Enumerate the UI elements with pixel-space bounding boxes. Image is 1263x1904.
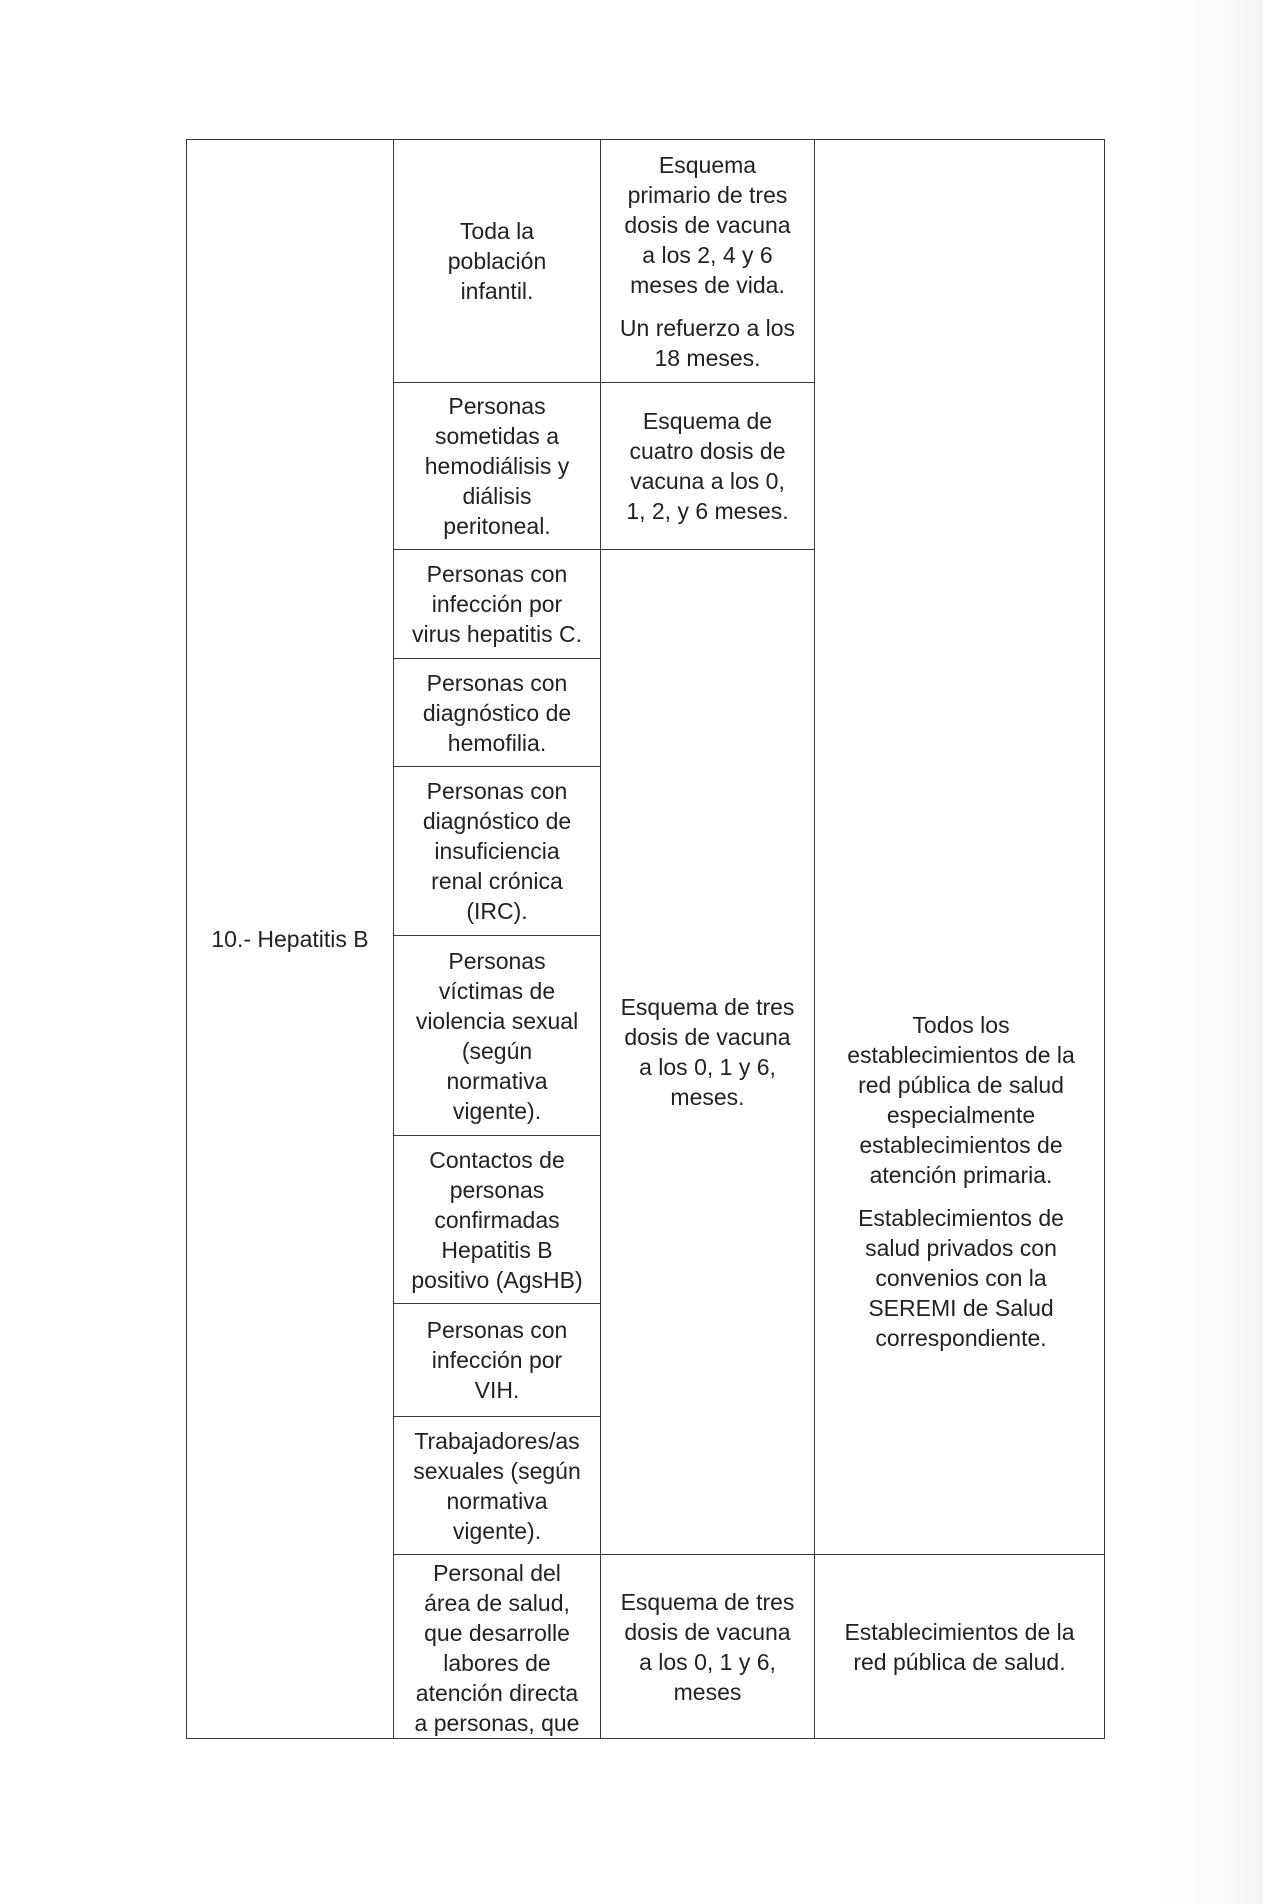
text-line: insuficiencia: [434, 838, 560, 864]
text-line: Un refuerzo a los: [619, 314, 796, 341]
text-line: a los 0, 1 y 6,: [639, 1054, 776, 1080]
text-line: Esquema de tres: [620, 994, 795, 1020]
group-cell: [394, 1555, 601, 1739]
text-line: vigente).: [452, 1097, 542, 1124]
text-line: Personas: [448, 393, 546, 419]
text-line: establecimientos de la: [847, 1042, 1075, 1068]
text-line: hemofilia.: [447, 729, 547, 756]
booster-text: [607, 313, 808, 373]
text-line: Establecimientos de la: [844, 1618, 1075, 1645]
text-line: confirmadas: [434, 1206, 560, 1233]
text-line: a los 0, 1 y 6,: [639, 1648, 776, 1675]
text-line: Personal del: [433, 1560, 561, 1586]
disease-label: 10.- Hepatitis B: [211, 926, 369, 952]
text-line: Personas con: [426, 561, 568, 587]
text-line: infección por: [431, 591, 563, 617]
text-line: labores de: [443, 1650, 551, 1676]
group-cell: [394, 550, 601, 659]
text-line: atención directa: [415, 1680, 579, 1706]
text-line: primario de tres: [627, 181, 788, 208]
text-line: salud privados con: [865, 1235, 1057, 1261]
group-text: [400, 668, 594, 758]
establishment-text: [821, 1617, 1098, 1677]
establishment-general: [818, 1010, 1104, 1353]
scheme-cell: [601, 140, 815, 383]
text-line: víctimas de: [438, 977, 556, 1004]
text-line: SEREMI de Salud: [868, 1295, 1054, 1321]
establishment-text: [818, 1203, 1104, 1353]
group-text: [400, 559, 594, 649]
text-line: a personas, que: [414, 1710, 580, 1736]
text-line: Contactos de: [429, 1146, 565, 1173]
text-line: dosis de vacuna: [624, 211, 791, 238]
text-line: diagnóstico de: [422, 808, 572, 834]
text-line: dosis de vacuna: [624, 1618, 791, 1645]
text-line: Esquema de: [642, 408, 773, 434]
text-line: virus hepatitis C.: [411, 621, 582, 647]
text-line: (IRC).: [466, 898, 528, 924]
scheme-cell: [601, 550, 815, 1555]
disease-cell: [187, 140, 394, 1739]
text-line: positivo (AgsHB): [411, 1266, 583, 1293]
scheme-cell: [601, 383, 815, 550]
text-line: vacuna a los 0,: [630, 468, 785, 494]
text-line: renal crónica: [431, 868, 563, 894]
text-line: diagnóstico de: [422, 699, 572, 726]
text-line: infección por: [431, 1347, 563, 1373]
text-line: Personas con: [426, 1317, 568, 1343]
group-cell: [394, 1304, 601, 1417]
text-line: Todos los: [912, 1012, 1010, 1038]
text-line: convenios con la: [875, 1265, 1047, 1291]
group-text: [400, 1558, 594, 1738]
text-line: establecimientos de: [859, 1132, 1063, 1158]
group-text: [400, 1426, 594, 1546]
group-text: [400, 946, 594, 1126]
text-line: que desarrolle: [424, 1620, 570, 1646]
text-line: hemodiálisis y: [424, 453, 570, 479]
text-line: 18 meses.: [654, 344, 761, 371]
text-line: red pública de salud: [858, 1072, 1064, 1098]
text-line: dosis de vacuna: [624, 1024, 791, 1050]
text-line: población: [447, 248, 547, 274]
text-line: normativa: [446, 1487, 548, 1514]
scheme-cell: [601, 1555, 815, 1739]
text-line: red pública de salud.: [853, 1648, 1066, 1675]
text-line: personas: [449, 1176, 545, 1203]
text-line: (según: [461, 1037, 533, 1064]
text-line: sometidas a: [434, 423, 559, 449]
text-line: sexuales (según: [413, 1457, 581, 1484]
table-row: [187, 140, 1105, 383]
vaccination-table: [186, 139, 1105, 1739]
group-text: [400, 216, 594, 306]
text-line: área de salud,: [424, 1590, 570, 1616]
text-line: Esquema de tres: [620, 1588, 795, 1615]
text-line: Personas: [448, 947, 546, 974]
text-line: diálisis: [462, 483, 532, 509]
text-line: Personas con: [426, 669, 568, 696]
group-cell: [394, 1417, 601, 1555]
group-cell: [394, 383, 601, 550]
text-line: correspondiente.: [875, 1325, 1047, 1351]
text-line: infantil.: [460, 278, 534, 304]
text-line: Toda la: [459, 218, 535, 244]
scheme-text: [607, 150, 808, 300]
establishment-cell: [815, 1555, 1105, 1739]
text-line: a los 2, 4 y 6: [642, 241, 773, 268]
group-cell: [394, 936, 601, 1136]
group-cell: [394, 140, 601, 383]
text-line: 1, 2, y 6 meses.: [626, 498, 789, 524]
scheme-text: [607, 406, 808, 526]
establishment-text: [818, 1010, 1104, 1190]
group-text: [400, 776, 594, 926]
text-line: vigente).: [452, 1517, 542, 1544]
text-line: Esquema: [658, 151, 757, 178]
text-line: Personas con: [426, 778, 568, 804]
group-text: [400, 1145, 594, 1295]
group-cell: [394, 659, 601, 767]
text-line: cuatro dosis de: [629, 438, 786, 464]
group-text: [400, 391, 594, 541]
text-line: especialmente: [886, 1102, 1036, 1128]
text-line: peritoneal.: [443, 513, 551, 539]
text-line: normativa: [446, 1067, 548, 1094]
text-line: meses.: [670, 1084, 745, 1110]
scheme-text: [607, 992, 808, 1112]
group-cell: [394, 1136, 601, 1304]
text-line: violencia sexual: [415, 1007, 579, 1034]
page-edge: [1158, 0, 1263, 1904]
group-text: [400, 1315, 594, 1405]
group-cell: [394, 767, 601, 936]
text-line: Hepatitis B: [441, 1236, 553, 1263]
text-line: VIH.: [474, 1377, 520, 1403]
text-line: Establecimientos de: [858, 1205, 1064, 1231]
scheme-text: [607, 1587, 808, 1707]
text-line: meses: [673, 1678, 742, 1705]
text-line: Trabajadores/as: [414, 1427, 580, 1454]
text-line: atención primaria.: [869, 1162, 1053, 1188]
text-line: meses de vida.: [630, 271, 785, 298]
